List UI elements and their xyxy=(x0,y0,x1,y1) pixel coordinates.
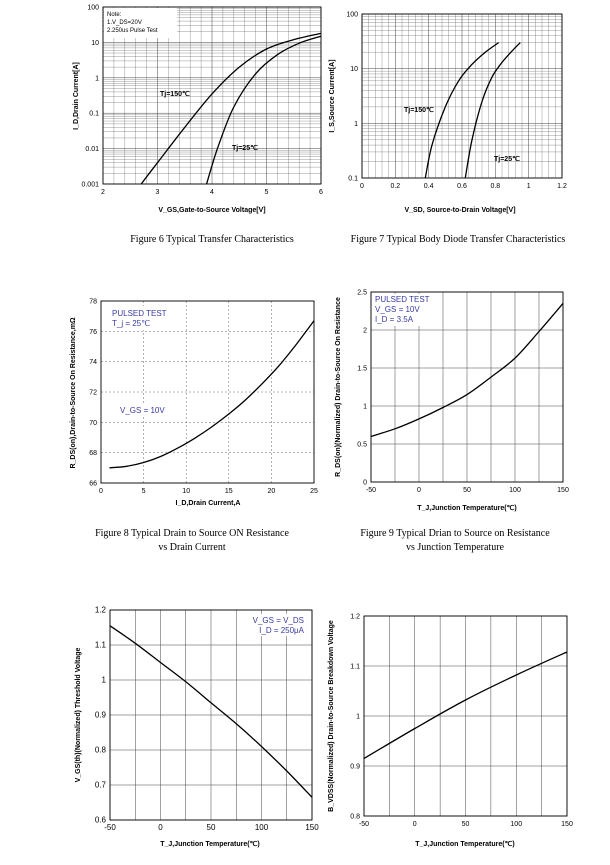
legend-line-1: PULSED TEST xyxy=(375,295,430,304)
x-tick-label: 2 xyxy=(101,189,105,196)
test-conditions xyxy=(373,294,435,326)
test-conditions xyxy=(250,614,308,636)
y-axis-label: I_S,Source Current[A] xyxy=(329,59,336,133)
x-tick-label: 100 xyxy=(254,823,269,832)
x-axis-label: I_D,Drain Current,A xyxy=(175,500,241,507)
x-tick-label: 100 xyxy=(510,821,523,828)
y-tick-label: 1 xyxy=(356,713,360,721)
x-tick-label: 5 xyxy=(264,189,269,196)
y-tick-label: 2 xyxy=(363,327,367,335)
y-tick-label: 0.7 xyxy=(94,780,106,790)
x-axis-label: T_J,Junction Temperature(℃) xyxy=(160,841,260,848)
x-axis-label: V_SD, Source-to-Drain Voltage[V] xyxy=(404,207,516,214)
x-tick-label: 0 xyxy=(99,488,103,495)
figure-8-on-resistance-vs-current xyxy=(70,299,318,554)
y-axis-label: I_D,Drain Current[A] xyxy=(73,62,80,130)
curve-label-150c: Tj=150℃ xyxy=(404,107,434,114)
figure-caption-line-2: vs Junction Temperature xyxy=(406,542,504,553)
y-tick-label: 74 xyxy=(89,359,97,367)
x-tick-label: -50 xyxy=(365,487,377,494)
y-tick-label: 0.01 xyxy=(85,146,99,154)
x-tick-label: 0 xyxy=(417,487,421,494)
y-tick-label: 72 xyxy=(89,389,97,397)
legend-line-1: PULSED TEST xyxy=(112,309,167,318)
series-line-0 xyxy=(110,321,315,468)
y-tick-label: 100 xyxy=(87,4,99,12)
x-tick-label: -50 xyxy=(104,823,116,832)
x-tick-label: 1.2 xyxy=(557,183,567,190)
y-tick-label: 100 xyxy=(346,11,358,19)
x-axis-label: V_GS,Gate-to-Source Voltage[V] xyxy=(158,207,266,214)
note-line-1: 1.V_DS=20V xyxy=(107,20,142,26)
legend-line-2: V_GS = 10V xyxy=(375,305,420,314)
figure-caption-line-2: vs Drain Current xyxy=(158,542,226,553)
x-tick-label: 15 xyxy=(224,488,233,495)
x-tick-label: 150 xyxy=(561,821,573,828)
legend-line-2: I_D = 250μA xyxy=(259,626,304,635)
figure-caption: Figure 7 Typical Body Diode Transfer Characteristics xyxy=(350,234,566,245)
y-tick-label: 1 xyxy=(363,403,367,411)
y-tick-label: 0.001 xyxy=(81,181,99,189)
series-line-1 xyxy=(207,36,321,184)
y-axis-label: R_DS(on),Drain-to-Source On Resistance,mΩ xyxy=(70,317,77,469)
x-tick-label: 6 xyxy=(319,189,323,196)
y-tick-label: 0.9 xyxy=(350,763,360,771)
x-tick-label: 50 xyxy=(461,821,470,828)
x-tick-label: 3 xyxy=(155,189,160,196)
legend-line-3: I_D = 3.5A xyxy=(375,315,414,324)
y-tick-label: 10 xyxy=(91,39,99,47)
y-tick-label: 0.8 xyxy=(350,813,360,821)
y-tick-label: 1 xyxy=(354,120,358,128)
x-tick-label: 0 xyxy=(158,823,163,832)
vgs-annotation: V_GS = 10V xyxy=(120,406,165,415)
y-tick-label: 1.1 xyxy=(350,663,360,671)
y-tick-label: 1.2 xyxy=(350,613,360,621)
y-axis-label: B_VDSS(Normalized) Drain-to-Source Breakdown Voltage xyxy=(328,620,335,812)
figure-7-body-diode-characteristics xyxy=(329,12,567,246)
legend-line-1: V_GS = V_DS xyxy=(252,616,304,625)
x-tick-label: 150 xyxy=(305,823,319,832)
y-axis-label: R_DS(on)(Normalized) Drain-to-Source On Resistance xyxy=(335,297,342,477)
x-tick-label: 4 xyxy=(210,189,214,196)
figure-6-transfer-characteristics xyxy=(73,5,323,246)
x-tick-label: 10 xyxy=(182,488,191,495)
figure-10-threshold-voltage-vs-temperature xyxy=(75,606,319,849)
y-tick-label: 2.5 xyxy=(357,289,367,297)
x-axis-label: T_J,Junction Temperature(℃) xyxy=(417,505,517,512)
figure-caption-line-1: Figure 9 Typical Drian to Source on Resistance xyxy=(360,528,550,539)
x-tick-label: 50 xyxy=(463,487,471,494)
x-tick-label: 0.6 xyxy=(457,183,467,190)
y-tick-label: 1.1 xyxy=(94,640,106,650)
y-axis-label: V_GS(th)(Normalized) Threshold Voltage xyxy=(75,647,82,783)
y-tick-label: 0.8 xyxy=(94,745,106,755)
x-axis-label: T_J,Junction Temperature(℃) xyxy=(415,841,515,848)
y-tick-label: 1.2 xyxy=(94,605,106,615)
figure-caption: Figure 6 Typical Transfer Characteristics xyxy=(130,234,294,245)
y-tick-label: 0 xyxy=(363,479,367,487)
x-tick-label: -50 xyxy=(358,821,370,828)
x-tick-label: 5 xyxy=(141,488,146,495)
figure-caption-line-1: Figure 8 Typical Drain to Source ON Resistance xyxy=(95,528,289,539)
y-tick-label: 68 xyxy=(89,450,97,458)
x-tick-label: 25 xyxy=(310,488,318,495)
curve-label-25c: Tj=25℃ xyxy=(494,156,520,163)
y-tick-label: 76 xyxy=(89,328,97,336)
y-tick-label: 1.5 xyxy=(357,365,367,373)
note-title: Note: xyxy=(107,12,122,18)
curve-label-150c: Tj=150℃ xyxy=(160,91,190,98)
y-tick-label: 1 xyxy=(101,675,106,685)
y-tick-label: 0.1 xyxy=(89,110,99,118)
test-conditions xyxy=(110,306,178,330)
y-tick-label: 70 xyxy=(89,419,97,427)
y-tick-label: 66 xyxy=(89,480,97,488)
x-tick-label: 0 xyxy=(412,821,417,828)
y-tick-label: 0.6 xyxy=(94,815,106,825)
test-note xyxy=(104,8,177,38)
x-tick-label: 20 xyxy=(267,488,276,495)
x-tick-label: 0 xyxy=(360,183,364,190)
x-tick-label: 0.2 xyxy=(390,183,401,190)
x-tick-label: 0.4 xyxy=(423,183,434,190)
figure-9-on-resistance-vs-temperature xyxy=(335,290,569,554)
y-tick-label: 10 xyxy=(350,66,358,74)
y-tick-label: 0.5 xyxy=(357,441,367,449)
x-tick-label: 50 xyxy=(206,823,216,832)
note-line-2: 2.250us Pulse Test xyxy=(107,28,158,34)
y-tick-label: 0.9 xyxy=(94,710,106,720)
x-tick-label: 0.8 xyxy=(490,183,501,190)
legend-line-2: T_j = 25℃ xyxy=(112,319,151,328)
curve-label-25c: Tj=25℃ xyxy=(232,145,258,152)
x-tick-label: 150 xyxy=(557,487,569,494)
y-tick-label: 1 xyxy=(95,75,99,83)
figure-11-breakdown-voltage-vs-temperature xyxy=(328,614,573,849)
y-tick-label: 0.1 xyxy=(348,175,358,183)
x-tick-label: 100 xyxy=(509,487,521,494)
x-tick-label: 1 xyxy=(526,183,531,190)
y-tick-label: 78 xyxy=(89,298,97,306)
